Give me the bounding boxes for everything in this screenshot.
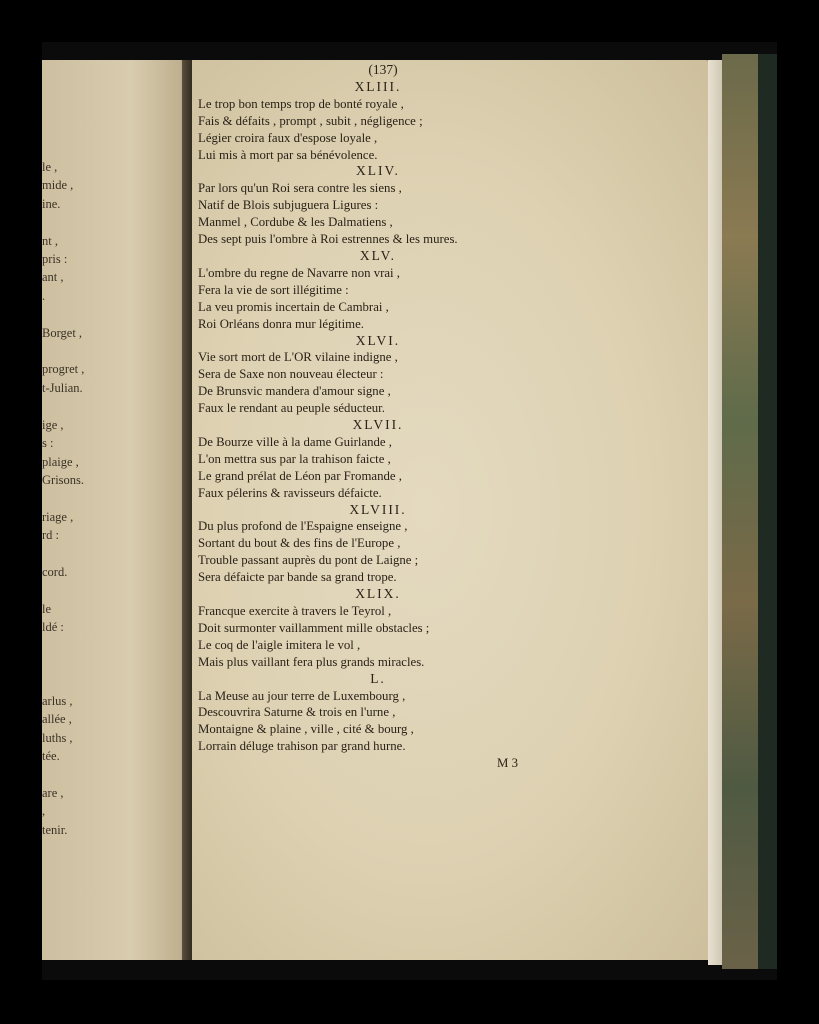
left-fragment-line: pris : xyxy=(42,252,68,267)
left-fragment-line: luths , xyxy=(42,730,73,745)
left-fragment-line xyxy=(42,397,182,415)
verse-line: Le grand prélat de Léon par Fromande , xyxy=(198,468,402,483)
left-fragment-line: nt , xyxy=(42,233,58,248)
stanza-list xyxy=(198,79,558,755)
left-fragment-line: riage , xyxy=(42,509,74,524)
left-fragment-line xyxy=(42,489,182,507)
verse-line: Faux le rendant au peuple séducteur. xyxy=(198,401,385,416)
verse-line: De Brunsvic mandera d'amour signe , xyxy=(198,384,391,399)
verse-line: Descouvrira Saturne & trois en l'urne , xyxy=(198,705,396,720)
left-fragment-line: arlus , xyxy=(42,693,73,708)
left-fragment-line: plaige , xyxy=(42,454,79,469)
verse-line: Des sept puis l'ombre à Roi estrennes & les mures. xyxy=(198,232,458,247)
left-fragment-line xyxy=(42,305,182,323)
signature-mark: M 3 xyxy=(497,756,518,771)
left-fragment-line: progret , xyxy=(42,362,85,377)
verse-line: Sortant du bout & des fins de l'Europe , xyxy=(198,536,401,551)
left-fragment-line: . xyxy=(42,288,46,303)
left-fragment-line: Grisons. xyxy=(42,472,85,487)
verse-line: Montaigne & plaine , ville , cité & bourg , xyxy=(198,722,414,737)
left-fragment-line xyxy=(42,673,182,691)
stanza-heading: XLIX. xyxy=(355,586,401,602)
verse-line: Natif de Blois subjuguera Ligures : xyxy=(198,198,379,213)
stanza-heading: XLVIII. xyxy=(349,501,407,517)
cover-edge xyxy=(758,54,777,969)
left-fragment-line: rd : xyxy=(42,528,60,543)
verse-line: Légier croira faux d'espose loyale , xyxy=(198,130,378,145)
left-fragment-line: Borget , xyxy=(42,325,83,340)
marbled-cover xyxy=(722,54,758,969)
verse-line: L'ombre du regne de Navarre non vrai , xyxy=(198,265,400,280)
left-fragment-line: mide , xyxy=(42,178,74,193)
verse-line: Lorrain déluge trahison par grand hurne. xyxy=(198,739,406,754)
verse-line: Du plus profond de l'Espaigne enseigne , xyxy=(198,519,408,534)
left-fragment-line: s : xyxy=(42,436,54,451)
left-fragment-line: tenir. xyxy=(42,822,68,837)
verse-line: Vie sort mort de L'OR vilaine indigne , xyxy=(198,350,398,365)
verse-line: Manmel , Cordube & les Dalmatiens , xyxy=(198,215,393,230)
verse-line: Fais & défaits , prompt , subit , négligence ; xyxy=(198,113,423,128)
left-fragment-line: t-Julian. xyxy=(42,380,83,395)
verse-line: La Meuse au jour terre de Luxembourg , xyxy=(198,688,406,703)
left-fragment-line xyxy=(42,581,182,599)
verse-line: Le trop bon temps trop de bonté royale , xyxy=(198,96,404,111)
left-fragment-line xyxy=(42,765,182,783)
page-edges xyxy=(708,60,722,965)
stanza-heading: XLV. xyxy=(359,247,397,263)
left-fragment-line xyxy=(42,637,182,655)
left-fragment-line: ige , xyxy=(42,417,64,432)
left-fragment-line xyxy=(42,342,182,360)
left-fragment-line: ant , xyxy=(42,270,64,285)
verse-line: Roi Orléans donra mur légitime. xyxy=(198,316,364,331)
left-fragment-line: ldé : xyxy=(42,620,64,635)
verse-line: L'on mettra sus par la trahison faicte , xyxy=(198,451,391,466)
left-fragment-line: are , xyxy=(42,785,64,800)
verse-line: La veu promis incertain de Cambrai , xyxy=(198,299,389,314)
verse-line: De Bourze ville à la dame Guirlande , xyxy=(198,434,393,449)
left-fragment-line: le xyxy=(42,601,52,616)
verse-line: Doit surmonter vaillamment mille obstacles ; xyxy=(198,620,430,635)
stanza-heading: XLIV. xyxy=(356,163,400,179)
left-page-fragments xyxy=(42,158,182,839)
page-number: (137) xyxy=(368,62,398,77)
left-fragment-line: tée. xyxy=(42,749,60,763)
verse-line: Trouble passant auprès du pont de Laigne ; xyxy=(198,553,419,568)
left-fragment-line: , xyxy=(42,804,46,819)
left-fragment-line: le , xyxy=(42,160,58,174)
verse-line: Sera de Saxe non nouveau électeur : xyxy=(198,367,384,382)
stanza-heading: XLIII. xyxy=(354,78,402,94)
left-fragment-line: allée , xyxy=(42,712,72,727)
verse-line: Lui mis à mort par sa bénévolence. xyxy=(198,147,378,162)
stanza-heading: XLVII. xyxy=(352,417,404,433)
left-fragment-line xyxy=(42,213,182,231)
stanza-heading: L. xyxy=(370,670,386,686)
left-fragment-line: ine. xyxy=(42,196,61,211)
left-fragment-line: cord. xyxy=(42,564,68,579)
verse-line: Sera défaicte par bande sa grand trope. xyxy=(198,570,397,585)
verse-line: Mais plus vaillant fera plus grands miracles. xyxy=(198,654,425,669)
left-fragment-line xyxy=(42,545,182,563)
verse-line: Faux pélerins & ravisseurs défaicte. xyxy=(198,485,382,500)
stanza-heading: XLVI. xyxy=(355,332,401,348)
left-fragment-line xyxy=(42,655,182,673)
verse-line: Par lors qu'un Roi sera contre les siens , xyxy=(198,181,402,196)
verse-line: Francque exercite à travers le Teyrol , xyxy=(198,604,392,618)
verse-line: Fera la vie de sort illégitime : xyxy=(198,282,349,297)
right-page-text xyxy=(198,62,558,772)
verse-line: Le coq de l'aigle imitera le vol , xyxy=(198,637,361,652)
